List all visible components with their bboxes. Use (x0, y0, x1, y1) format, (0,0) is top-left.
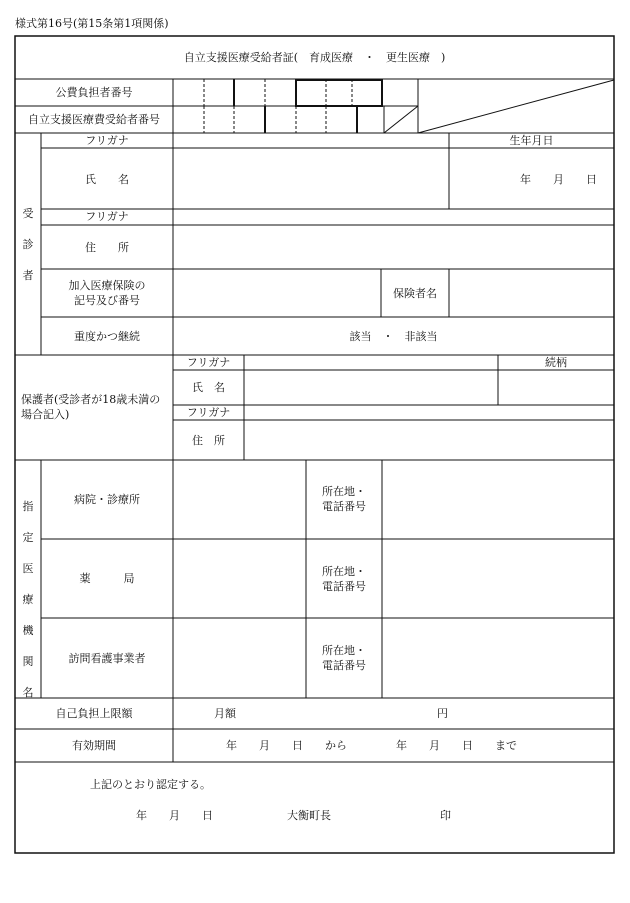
guardian-label-line2: 場合記入) (21, 408, 70, 421)
hospital-label: 病院・診療所 (74, 493, 140, 506)
insurance-label-line1: 加入医療保険の (68, 279, 146, 292)
birthdate-value: 年 月 日 (520, 173, 597, 186)
nursing-location-line2: 電話番号 (322, 659, 366, 672)
guardian-furigana-label: フリガナ (186, 356, 231, 369)
patient-furigana2-label: フリガナ (85, 210, 129, 223)
nursing-location-line1: 所在地・ (322, 644, 366, 657)
guardian-address-label: 住 所 (192, 434, 225, 447)
patient-name-label: 氏 名 (85, 173, 129, 186)
insurance-label-line2: 記号及び番号 (74, 294, 140, 307)
patient-group-label: 受診者 (22, 207, 34, 282)
validity-from: 年 月 日 から (226, 739, 347, 752)
guardian-name-label: 氏 名 (192, 381, 225, 394)
seal-mark: 印 (440, 809, 451, 822)
severe-continuation-label: 重度かつ継続 (74, 330, 140, 343)
copay-yen-label: 円 (437, 707, 448, 720)
form-number: 様式第16号(第15条第1項関係) (15, 17, 169, 30)
validity-to: 年 月 日 まで (396, 739, 517, 752)
issuer-name: 大衡町長 (287, 809, 331, 822)
patient-address-label: 住 所 (85, 241, 129, 254)
pharmacy-location-line1: 所在地・ (322, 565, 366, 578)
insurer-name-label: 保険者名 (393, 287, 437, 300)
certification-date: 年 月 日 (136, 809, 213, 822)
copay-label: 自己負担上限額 (55, 707, 133, 720)
hospital-location-line1: 所在地・ (322, 485, 366, 498)
guardian-label-line1: 保護者(受診者が18歳未満の (21, 393, 161, 406)
certification-statement: 上記のとおり認定する。 (90, 778, 211, 791)
copay-monthly-label: 月額 (214, 707, 236, 720)
institutions-group-label: 指定医療機関名 (22, 500, 34, 699)
patient-furigana-label: フリガナ (85, 134, 129, 147)
public-payer-number-label: 公費負担者番号 (55, 86, 133, 99)
applicable-value: 該当 ・ 非該当 (349, 330, 438, 343)
form-title: 自立支援医療受給者証( 育成医療 ・ 更生医療 ) (183, 51, 446, 64)
hospital-location-line2: 電話番号 (322, 500, 366, 513)
validity-label: 有効期間 (72, 739, 116, 752)
recipient-number-label: 自立支援医療費受給者番号 (28, 113, 160, 126)
pharmacy-label: 薬 局 (79, 572, 135, 585)
relationship-label: 続柄 (545, 356, 567, 369)
visiting-nursing-label: 訪問看護事業者 (68, 652, 146, 665)
guardian-furigana2-label: フリガナ (186, 406, 231, 419)
pharmacy-location-line2: 電話番号 (322, 580, 366, 593)
birthdate-header: 生年月日 (509, 134, 554, 147)
